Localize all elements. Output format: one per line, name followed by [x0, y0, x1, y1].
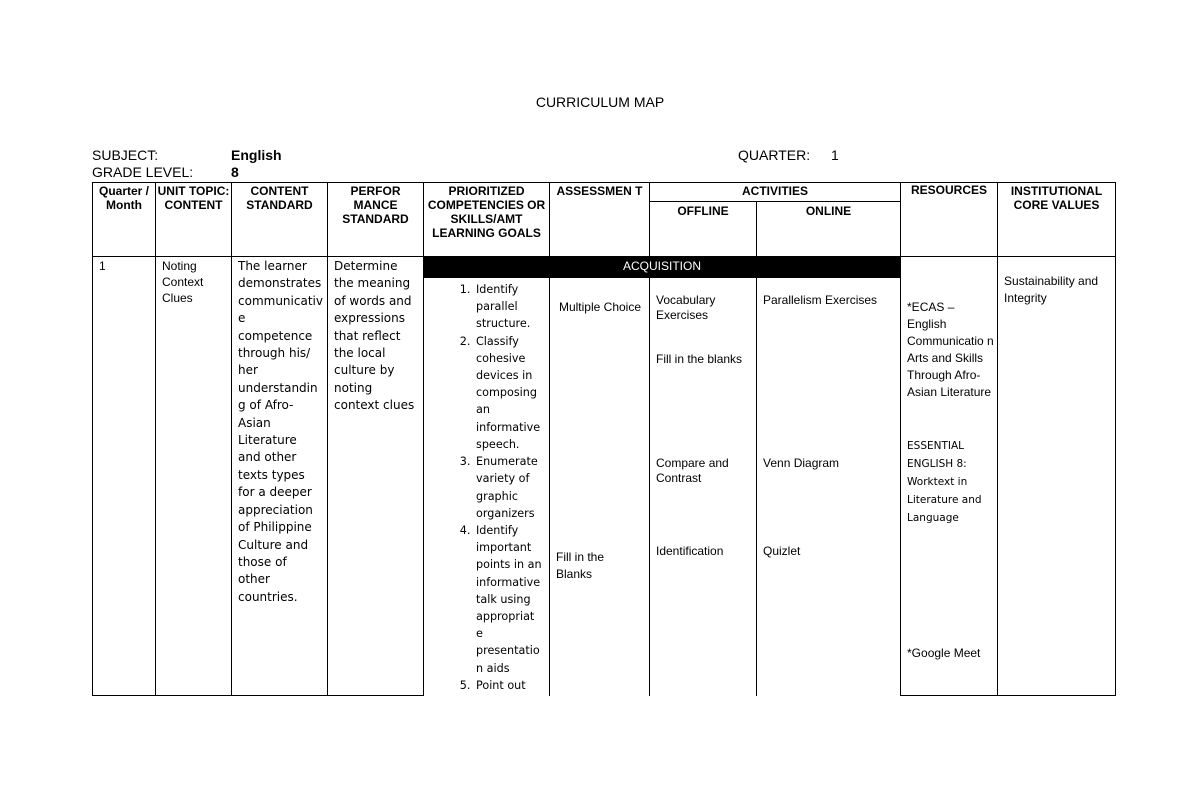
grade-value: 8 — [231, 164, 239, 180]
quarter-label: QUARTER: — [738, 147, 811, 163]
online-venn-diagram: Venn Diagram — [763, 456, 840, 471]
competency-item: 5. Point out — [474, 677, 542, 694]
competency-item: 4. Identify important points in an informative talk using appropriat e presentatio n aids — [474, 522, 542, 677]
header-performance-standard: PERFOR MANCE STANDARD — [328, 183, 424, 257]
row-performance-standard: Determine the meaning of words and expressions that reflect the local culture by noting context clues — [328, 257, 424, 696]
row-content-standard: The learner demonstrates communicativ e competence through his/ her understandin g of Afro-Asian Literature and other texts types for a deeper appreciation of Philippine Culture and those of other countries. — [232, 257, 328, 696]
offline-fill-blanks: Fill in the blanks — [656, 352, 743, 367]
online-quizlet: Quizlet — [763, 544, 801, 559]
competency-item: 2. Classify cohesive devices in composing an informative speech. — [474, 333, 542, 453]
assessment-multiple-choice: Multiple Choice — [558, 300, 642, 315]
header-activities: ACTIVITIES — [650, 183, 901, 202]
header-offline: OFFLINE — [650, 202, 757, 257]
quarter-value: 1 — [831, 147, 839, 163]
header-quarter: Quarter / Month — [93, 183, 156, 257]
assessment-fill-blanks: Fill in the Blanks — [556, 550, 605, 582]
resource-ecas: *ECAS – English Communicatio n Arts and Skills Through Afro- Asian Literature — [907, 300, 994, 399]
grade-label: GRADE LEVEL: — [92, 164, 194, 180]
subject-label: SUBJECT: — [92, 147, 159, 163]
row-quarter: 1 — [93, 257, 156, 696]
competency-list — [424, 278, 549, 694]
header-competencies: PRIORITIZED COMPETENCIES OR SKILLS/AMT LEARNING GOALS — [424, 183, 550, 257]
resource-essential-english: ESSENTIAL ENGLISH 8: Worktext in Literature and Language — [907, 440, 982, 524]
row-competencies — [424, 278, 550, 696]
competency-item: 1. Identify parallel structure. — [474, 281, 542, 333]
header-resources: RESOURCES — [901, 183, 998, 257]
row-unit: Noting Context Clues — [156, 257, 232, 696]
offline-identification: Identification — [656, 544, 724, 559]
header-content-standard: CONTENT STANDARD — [232, 183, 328, 257]
curriculum-table — [92, 182, 1116, 696]
row-online — [757, 278, 901, 696]
online-parallelism: Parallelism Exercises — [763, 293, 878, 308]
header-assessment: ASSESSMEN T — [550, 183, 650, 257]
page-title: CURRICULUM MAP — [535, 94, 665, 110]
row-assessment — [550, 278, 650, 696]
header-online: ONLINE — [757, 202, 901, 257]
competency-item: 3. Enumerate variety of graphic organizers — [474, 453, 542, 522]
offline-compare-contrast: Compare and Contrast — [656, 456, 729, 486]
row-resources — [901, 257, 998, 696]
header-unit: UNIT TOPIC: CONTENT — [156, 183, 232, 257]
header-core-values: INSTITUTIONAL CORE VALUES — [998, 183, 1116, 257]
offline-vocabulary: Vocabulary Exercises — [656, 293, 716, 323]
row-offline — [650, 278, 757, 696]
row-core-values: Sustainability and Integrity — [998, 257, 1116, 696]
subject-value: English — [231, 147, 282, 163]
resource-google-meet: *Google Meet — [907, 646, 981, 660]
acquisition-banner: ACQUISITION — [424, 257, 901, 278]
